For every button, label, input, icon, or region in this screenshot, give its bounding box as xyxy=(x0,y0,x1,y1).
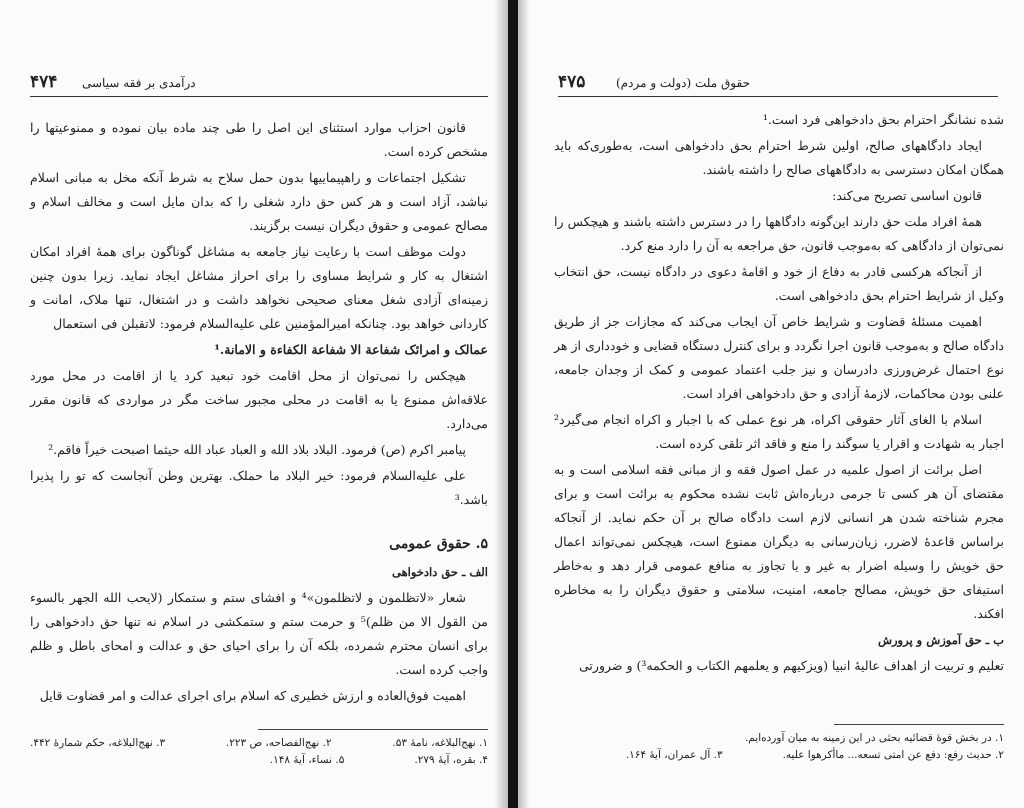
section-title: ۵. حقوق عمومی xyxy=(389,536,488,552)
right-page xyxy=(518,0,1024,808)
right-footnotes xyxy=(554,730,1004,764)
paragraph: اهمیت فوق‌العاده و ارزش خطیری که اسلام برای اجرای عدالت و امر قضاوت قایل xyxy=(39,688,466,703)
footnote: ۱. نهج‌البلاغه، نامهٔ ۵۳. xyxy=(392,737,488,749)
arabic-quote: عمالک و امرائک شفاعة الا شفاعة الکفاءة و الامانة.¹ xyxy=(214,342,488,357)
left-running-title: درآمدی بر فقه سیاسی xyxy=(82,76,196,90)
left-page xyxy=(0,0,508,808)
footnote: ۳. نهج‌البلاغه، حکم شمارهٔ ۴۴۲. xyxy=(30,737,166,749)
footnote: ۳. آل عمران، آیهٔ ۱۶۴. xyxy=(625,749,723,761)
footnote-divider xyxy=(834,724,1004,725)
footnote: ۲. نهج‌الفصاحه، ص ۲۲۳. xyxy=(225,737,332,749)
footnote: ۲. حدیث رفع: دفع عن امتی تسعه... ماأکرهوا علیه. xyxy=(782,749,1004,761)
right-page-body xyxy=(554,108,1004,680)
subsection-title: ب ـ حق آموزش و پرورش xyxy=(877,633,1004,647)
binding-shadow xyxy=(518,0,530,808)
right-page-header xyxy=(558,68,998,97)
paragraph: علی علیه‌السلام فرمود: خیر البلاد ما حملک. بهترین وطن آنجاست که تو را پذیرا باشد.³ xyxy=(30,468,488,507)
paragraph: تشکیل اجتماعات و راهپیماییها بدون حمل سلاح به شرط آنکه مخل به مبانی اسلام نباشد، آزاد است و هر کس حق دارد شغلی را که بدان مایل است و مخالف اسلام و مصالح عمومی و حقوق دیگران نیست برگزیند. xyxy=(30,170,488,233)
right-page-number: ۴۷۵ xyxy=(558,72,586,92)
paragraph: همهٔ افراد ملت حق دارند این‌گونه دادگاهها را در دسترس داشته باشند و هیچکس را نمی‌توان از دادگاهی که به‌موجب قانون، حق مراجعه به آن را دارد منع کرد. xyxy=(554,214,1004,253)
footnote: ۵. نساء، آیهٔ ۱۴۸. xyxy=(269,754,345,766)
left-footnotes xyxy=(30,735,488,769)
footnote: ۱. در بخش قوهٔ قضائیه بحثی در این زمینه به میان آورده‌ایم. xyxy=(744,732,1004,744)
paragraph: شعار «لاتظلمون و لاتظلمون»⁴ و افشای ستم و ستمکار (لایحب الله الجهر بالسوء من القول الا من ظلم)⁵ و حرمت ستم و ستمکشی در اسلام نه تنها حق دادخواهی را برای انسان محترم شمرده، بلکه آن را برای احیای حق و عدالت و امحای باطل و ظلم واجب کرده است. xyxy=(30,590,488,677)
left-page-header xyxy=(30,68,488,97)
footnote-divider xyxy=(258,729,488,730)
paragraph: قانون اساسی تصریح می‌کند: xyxy=(832,188,982,203)
paragraph: اهمیت مسئلهٔ قضاوت و شرایط خاص آن ایجاب می‌کند که مجازات جز از طریق دادگاه صالح و به‌موجب قانون اجرا نگردد و برای کنترل دستگاه قضایی و خودداری از هر نوع احتمال غرض‌ورزی دادرسان و نیز جلب اعتماد عمومی و کمک از وجدان جامعه، علنی بودن محاکمات، لازمهٔ آزادی و حق دادخواهی افراد است. xyxy=(554,314,1004,401)
subsection-title: الف ـ حق دادخواهی xyxy=(391,565,488,579)
paragraph: شده نشانگر احترام بحق دادخواهی فرد است.¹ xyxy=(762,112,1004,127)
paragraph: دولت موظف است با رعایت نیاز جامعه به مشاغل گوناگون برای همهٔ افراد امکان اشتغال به کار و شرایط مساوی را برای احراز مشاغل ایجاد نماید. زیرا بدون چنین زمینه‌ای آزادی شغل معنای صحیحی نخواهد داشت و در اشتغال، تنها ملاک، امانت و کاردانی خواهد بود. چنانکه امیرالمؤمنین علی علیه‌السلام فرمود: لاتقبلن فی استعمال xyxy=(30,244,488,331)
left-page-body xyxy=(30,116,488,710)
binding-shadow xyxy=(494,0,508,808)
right-running-title: حقوق ملت (دولت و مردم) xyxy=(616,76,750,90)
paragraph: تعلیم و تربیت از اهداف عالیهٔ انبیا (ویزکیهم و یعلمهم الکتاب و الحکمه³) و ضرورتی xyxy=(579,658,1004,673)
book-gutter xyxy=(508,0,518,808)
paragraph: ایجاد دادگاههای صالح، اولین شرط احترام بحق دادخواهی است، به‌طوری‌که باید همگان امکان دسترسی به دادگاههای صالح را داشته باشند. xyxy=(554,138,1004,177)
paragraph: اصل برائت از اصول علمیه در عمل اصول فقه و از مبانی فقه اسلامی است و به مقتضای آن هر کسی تا جرمی درباره‌اش ثابت نشده محکوم به برائت است و برای مجرم شناخته شدن هر انسانی لازم است دادگاه صالح بر آن حکم نماید. از آنجاکه براساس قاعدهٔ لاضرر، زیان‌رسانی به دیگران ممنوع است، هیچکس نمی‌تواند اعمال حق خویش را وسیله اضرار به غیر و یا تجاوز به منافع عمومی قرار دهد و به‌خاطر استیفای حق خویش، مصالح جامعه، امنیت، سلامتی و حقوق دیگران را به مخاطره افکند. xyxy=(554,462,1004,621)
paragraph: قانون احزاب موارد استثنای این اصل را طی چند ماده بیان نموده و ممنوعیتها را مشخص کرده است. xyxy=(30,120,488,159)
left-page-number: ۴۷۴ xyxy=(30,72,58,92)
footnote: ۴. بقره، آیهٔ ۲۷۹. xyxy=(414,754,488,766)
paragraph: از آنجاکه هرکسی قادر به دفاع از خود و اقامهٔ دعوی در دادگاه نیست، حق انتخاب وکیل از شرایط احترام بحق دادخواهی است. xyxy=(554,264,1004,303)
paragraph: اسلام با الغای آثار حقوقی اکراه، هر نوع عملی که با اجبار و اکراه انجام می‌گیرد² اجبار به شهادت و اقرار یا سوگند را منع و فاقد اثر تلقی کرده است. xyxy=(554,412,1004,451)
paragraph: هیچکس را نمی‌توان از محل اقامت خود تبعید کرد یا از اقامت در محل مورد علاقه‌اش ممنوع یا به اقامت در محلی مجبور ساخت مگر در مواردی که قانون مقرر می‌دارد. xyxy=(30,368,488,431)
paragraph: پیامبر اکرم (ص) فرمود. البلاد بلاد الله و العباد عباد الله حیثما اصبحت خیراً فاقم.² xyxy=(48,442,466,457)
